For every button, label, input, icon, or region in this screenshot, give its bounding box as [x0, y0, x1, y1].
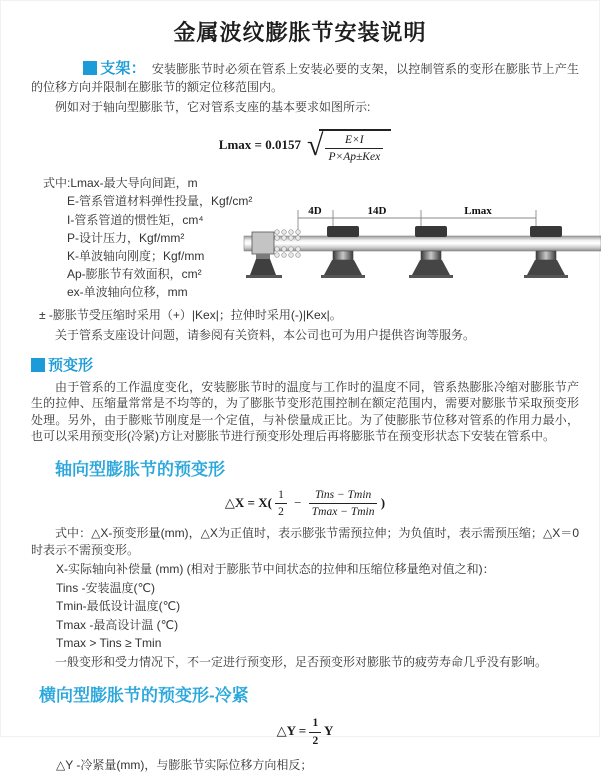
formula-dy-lead: △Y = [276, 723, 307, 739]
definition-item: ex-单波轴向位移，mm [67, 285, 188, 300]
sqrt-radical-icon: √ $\frac{E\times I}{\text{P×Ap±Kex}}$ [307, 129, 391, 165]
predeform-section [31, 354, 579, 775]
axial-item: Tins -安装温度(℃) [56, 580, 156, 595]
predeform-heading [31, 354, 579, 375]
guide-support [409, 226, 453, 278]
formula-delta-x [31, 488, 579, 520]
page-title: 金属波纹膨胀节安装说明 [173, 20, 427, 45]
predeform-section-label: 预变形 [48, 356, 94, 374]
definitions-and-diagram [31, 174, 579, 344]
fraction-denominator: P×Ap±Kex [328, 150, 381, 163]
definition-item: I-管系管道的惯性矩，cm⁴ [67, 212, 204, 227]
axial-item: Tmax > Tins ≥ Tmin [56, 636, 162, 651]
half-fraction [275, 488, 287, 520]
consult-note: 关于管系支座设计问题，请参阅有关资料，本公司也可为用户提供咨询等服务。 [55, 327, 476, 342]
formula-lmax [31, 129, 579, 165]
half-denominator: 2 [312, 734, 319, 747]
guide-support [524, 226, 568, 278]
formula-delta-y [31, 716, 579, 748]
formula-lmax-lhs: Lmax = 0.0157 [218, 137, 301, 153]
section-marker-icon [31, 358, 45, 372]
temp-numerator: Tins − Tmin [309, 488, 378, 504]
axial-item: Tmax -最高设计温 (℃) [56, 617, 179, 632]
section-marker-icon [83, 61, 97, 75]
formula-fraction [325, 133, 383, 165]
dim-label-4d: 4D [308, 205, 322, 218]
formula-dy-tail: Y [323, 723, 334, 739]
support-section [31, 60, 579, 345]
pipe-support-diagram [244, 204, 601, 296]
definition-item: K-单波轴向刚度；Kgf/mm [67, 249, 205, 264]
definition-item: P-设计压力，Kgf/mm² [67, 230, 185, 245]
support-section-label: 支架： [100, 60, 146, 77]
axial-item: Tmin-最低设计温度(℃) [56, 599, 181, 614]
lateral-subheading: 横向型膨胀节的预变形-冷紧 [39, 686, 249, 706]
axial-items-list [31, 560, 579, 653]
dim-label-lmax: Lmax [464, 205, 492, 218]
formula-dx-lead: △X = X( [224, 494, 272, 510]
support-example-text: 例如对于轴向型膨胀节，它对管系支座的基本要求如图所示: [55, 100, 371, 114]
half-denominator: 2 [278, 506, 284, 519]
formula-dx-close: ) [380, 494, 386, 510]
axial-note: 一般变形和受力情况下，不一定进行预变形，足否预变形对膨胀节的疲劳寿命几乎没有影响。 [55, 654, 548, 669]
half-fraction [309, 716, 321, 748]
definition-item: 式中:Lmax-最大导向间距，m [43, 176, 198, 191]
document-content [1, 60, 599, 775]
axial-item: X-实际轴向补偿量 (mm) (相对于膨胀节中间状态的拉伸和压缩位移量绝对值之和)： [56, 562, 495, 577]
definition-item: E-管系管道材料弹性投量，Kgf/cm² [67, 194, 253, 209]
temperature-fraction [309, 488, 378, 520]
definition-item: Ap-膨胀节有效面积，cm² [67, 267, 202, 282]
axial-explain: 式中：△X-预变形量(mm)，△X为正值时，表示膨张节需预拉伸；为负值时，表示需预压缩；△X＝0时表示不需预变形。 [31, 526, 579, 557]
predeform-paragraph: 由于管系的工作温度变化，安装膨胀节时的温度与工作时的温度不同，管系热膨胀冷缩对膨胀节产生的拉伸、压缩量常常是不均等的，为了膨胀节变形范围控制在额定范围内，需要对膨胀节采取预变形处理。另外，由于膨账节刚度是一个定值，与补偿量成正比。为了使膨胀节位移对管系的作用力最小，也可以采用预变形(冷紧)方让对膨胀节进行预变形处理后再将膨胀节在预变形状态下安装在管系中。 [31, 379, 579, 444]
guide-support [321, 226, 365, 278]
dim-label-14d: 14D [367, 205, 387, 218]
half-numerator: 1 [309, 716, 321, 732]
support-lead-paragraph [31, 60, 579, 96]
plusminus-note: ± -膨胀节受压缩时采用（+）|Kex|；拉伸时采用(-)|Kex|。 [39, 307, 342, 322]
axial-subheading: 轴向型膨胀节的预变形 [55, 459, 225, 479]
temp-denominator: Tmax − Tmin [311, 506, 375, 519]
fraction-numerator: E×I [325, 133, 383, 149]
minus-operator: − [294, 494, 302, 510]
lateral-note: △Y -冷紧量(mm)，与膨胀节实际位移方向相反； [56, 758, 313, 773]
formula-root-content [319, 129, 391, 165]
half-numerator: 1 [275, 488, 287, 504]
support-intro-text: 安装膨胀节时必须在管系上安装必要的支架，以控制管系的变形在膨胀节上产生的位移方向并限制在膨胀节的额定位移范围内。 [31, 62, 579, 94]
